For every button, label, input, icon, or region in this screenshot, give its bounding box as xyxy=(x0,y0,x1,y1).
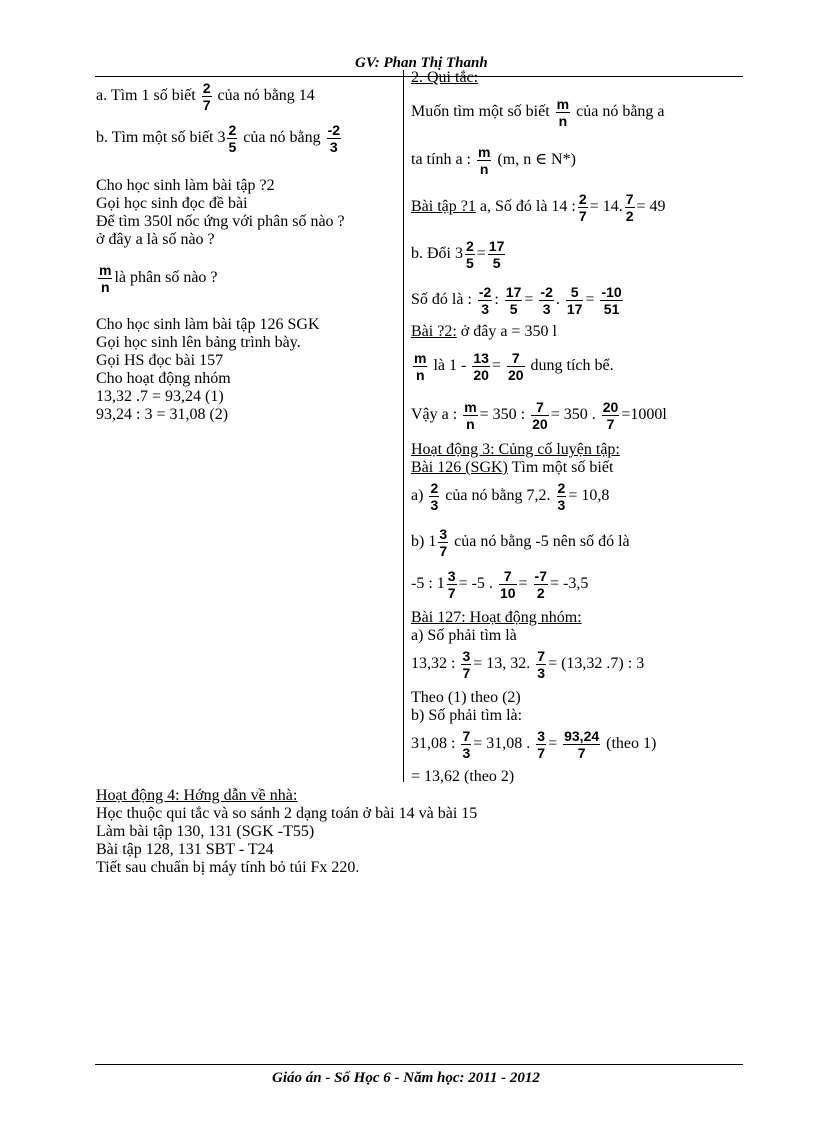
homework-line: Học thuộc qui tắc và so sánh 2 dạng toán ở bài 14 và bài 15 xyxy=(96,805,478,822)
rule-line: Muốn tìm một số biết $\frac{m}{n}$ của nó bằng a xyxy=(411,96,665,129)
header-author: GV: Phan Thị Thanh xyxy=(355,55,488,71)
numerator: 7 xyxy=(625,191,634,207)
denominator: 3 xyxy=(430,497,439,513)
denominator: 17 xyxy=(566,301,583,317)
homework-line: Làm bài tập 130, 131 (SGK -T55) xyxy=(96,823,315,840)
numerator: 7 xyxy=(536,399,544,415)
exercise-127b-result: = 13,62 (theo 2) xyxy=(411,768,515,785)
fraction xyxy=(461,728,471,761)
denominator: 5 xyxy=(466,255,474,271)
denominator: 5 xyxy=(505,300,523,317)
exercise-127a: a) Số phải tìm là xyxy=(411,627,517,644)
exercise-126a: a) $\frac{2}{3}$ của nó bằng 7,2. $\frac{2}{3}$ = 10,8 xyxy=(411,480,610,513)
heading-activity-4: Hoạt động 4: Hớng dẫn về nhà: xyxy=(96,787,298,804)
denominator: 20 xyxy=(507,367,524,383)
left-line: Gọi học sinh đọc đề bài xyxy=(96,195,248,212)
left-mn-line: $\frac{m}{n}$ là phân số nào ? xyxy=(99,262,218,295)
denominator: 7 xyxy=(602,415,620,432)
denominator: n xyxy=(556,112,570,129)
fraction xyxy=(98,262,112,295)
denominator: 7 xyxy=(447,585,456,601)
fraction xyxy=(478,284,492,317)
numerator: 17 xyxy=(505,284,522,300)
heading-activity-3: Hoạt động 3: Củng cố luyện tập: xyxy=(411,441,620,458)
numerator: 20 xyxy=(602,399,619,415)
left-line: Cho hoạt động nhóm xyxy=(96,370,231,387)
denominator: 5 xyxy=(228,139,237,155)
fraction xyxy=(625,191,635,224)
fraction xyxy=(463,399,477,432)
left-line: 13,32 .7 = 93,24 (1) xyxy=(96,388,224,405)
denominator: n xyxy=(463,415,477,432)
left-line: ở đây a là số nào ? xyxy=(96,231,215,248)
fraction xyxy=(556,96,570,129)
fraction xyxy=(499,568,517,601)
denominator: 7 xyxy=(462,665,471,681)
denominator: 3 xyxy=(478,300,492,317)
left-line: Gọi HS đọc bài 157 xyxy=(96,352,224,369)
denominator: n xyxy=(477,160,491,177)
fraction xyxy=(563,728,600,761)
fraction xyxy=(536,648,546,681)
question-a: a. Tìm 1 số biết $\frac{2}{7}$ của nó bằng 14 xyxy=(96,80,315,113)
footer-rule xyxy=(95,1064,743,1065)
numerator: 17 xyxy=(488,238,505,254)
fraction xyxy=(531,399,549,432)
fraction xyxy=(536,728,546,761)
numerator: 3 xyxy=(447,568,456,584)
numerator: m xyxy=(477,144,491,160)
numerator: -2 xyxy=(478,284,492,300)
numerator: m xyxy=(464,399,477,415)
exercise-127b: b) Số phải tìm là: xyxy=(411,707,523,724)
exercise-127a-calc: 13,32 : $\frac{3}{7}$ = 13, 32. $\frac{7}{3}$ = (13,32 .7) : 3 xyxy=(411,648,645,681)
fraction xyxy=(477,144,491,177)
numerator: 2 xyxy=(466,238,474,254)
left-line: Để tìm 350l nốc ứng với phân số nào ? xyxy=(96,213,345,230)
fraction xyxy=(413,350,427,383)
numerator: 2 xyxy=(430,480,439,496)
exercise-1: Bài tập ?1 a, Số đó là 14 : $\frac{2}{7}$ = 14. $\frac{7}{2}$ = 49 xyxy=(411,191,666,224)
left-line: 93,24 : 3 = 31,08 (2) xyxy=(96,406,229,423)
fraction xyxy=(557,480,567,513)
denominator: 7 xyxy=(202,97,211,113)
fraction xyxy=(578,191,588,224)
denominator: 7 xyxy=(537,745,546,761)
exercise-126b-result: -5 : 1 $\frac{3}{7}$ = -5 . $\frac{7}{10}$ = $\frac{-7}{2}$ = -3,5 xyxy=(411,568,589,601)
numerator: -2 xyxy=(327,122,341,138)
denominator: 7 xyxy=(578,208,587,224)
numerator: -2 xyxy=(540,284,553,300)
numerator: 7 xyxy=(537,648,546,664)
fraction xyxy=(600,284,622,317)
fraction xyxy=(202,80,212,113)
question-b: b. Tìm một số biết 3 $\frac{2}{5}$ của nó bằng $\frac{-2}{3}$ xyxy=(96,122,341,155)
exercise-127-note: Theo (1) theo (2) xyxy=(411,689,521,706)
left-line: Gọi học sinh lên bảng trình bày. xyxy=(96,334,301,351)
exercise-1b: b. Đổi 3 $\frac{2}{5}$ = $\frac{17}{5}$ xyxy=(411,238,505,271)
numerator: 2 xyxy=(557,480,566,496)
fraction xyxy=(447,568,457,601)
denominator: n xyxy=(413,366,427,383)
numerator: 7 xyxy=(503,568,512,584)
numerator: 7 xyxy=(462,728,471,744)
denominator: 2 xyxy=(534,584,548,601)
denominator: n xyxy=(98,278,112,295)
denominator: 3 xyxy=(462,745,471,761)
fraction xyxy=(505,284,523,317)
exercise-2-line: $\frac{m}{n}$ là 1 - $\frac{13}{20}$ = $\frac{7}{20}$ dung tích bể. xyxy=(414,350,614,383)
numerator: 93,24 xyxy=(564,728,600,744)
denominator: 51 xyxy=(600,300,622,317)
heading-exercise-127: Bài 127: Hoạt động nhóm: xyxy=(411,609,582,626)
heading-qui-tac: 2. Qui tắc: xyxy=(411,69,479,86)
left-line: Cho học sinh làm bài tập 126 SGK xyxy=(96,316,320,333)
footer-text: Giáo án - Số Học 6 - Năm học: 2011 - 2012 xyxy=(272,1070,540,1086)
numerator: m xyxy=(414,350,427,366)
fraction xyxy=(438,526,448,559)
fraction xyxy=(465,238,475,271)
numerator: m xyxy=(99,262,112,278)
fraction xyxy=(602,399,620,432)
denominator: 7 xyxy=(563,744,600,761)
column-divider xyxy=(403,70,404,782)
exercise-126: Bài 126 (SGK) Tìm một số biết xyxy=(411,459,614,476)
denominator: 7 xyxy=(439,543,448,559)
fraction xyxy=(472,350,490,383)
rule-line: ta tính a : $\frac{m}{n}$ (m, n ∈ N*) xyxy=(411,144,576,177)
fraction xyxy=(507,350,525,383)
homework-line: Bài tập 128, 131 SBT - T24 xyxy=(96,841,274,858)
denominator: 3 xyxy=(327,138,341,155)
numerator: -7 xyxy=(534,568,547,584)
numerator: -10 xyxy=(601,284,622,300)
denominator: 10 xyxy=(499,585,516,601)
exercise-1b-result: Số đó là : $\frac{-2}{3}$ : $\frac{17}{5}$ = $\frac{-2}{3}$ . $\frac{5}{17}$ = $\frac{-10}{51}$ xyxy=(411,284,622,317)
denominator: 3 xyxy=(537,665,546,681)
exercise-127b-calc: 31,08 : $\frac{7}{3}$ = 31,08 . $\frac{3}{7}$ = $\frac{93,24}{7}$ (theo 1) xyxy=(411,728,657,761)
fraction xyxy=(534,568,548,601)
numerator: 13 xyxy=(473,350,489,366)
numerator: 7 xyxy=(511,350,520,366)
numerator: 5 xyxy=(570,284,579,300)
numerator: 2 xyxy=(202,80,211,96)
denominator: 20 xyxy=(473,367,489,383)
numerator: 2 xyxy=(578,191,587,207)
homework-line: Tiết sau chuẩn bị máy tính bỏ túi Fx 220. xyxy=(96,859,360,876)
numerator: 3 xyxy=(439,526,448,542)
fraction xyxy=(566,284,584,317)
denominator: 3 xyxy=(557,497,566,513)
fraction xyxy=(327,122,341,155)
left-line: Cho học sinh làm bài tập ?2 xyxy=(96,177,275,194)
fraction xyxy=(461,648,471,681)
denominator: 20 xyxy=(532,416,548,432)
denominator: 5 xyxy=(488,254,506,271)
numerator: 3 xyxy=(462,648,471,664)
fraction xyxy=(227,122,237,155)
fraction xyxy=(539,284,553,317)
exercise-2-result: Vậy a : $\frac{m}{n}$ = 350 : $\frac{7}{20}$ = 350 . $\frac{20}{7}$ =1000l xyxy=(411,399,667,432)
denominator: 3 xyxy=(539,300,553,317)
numerator: 2 xyxy=(228,122,237,138)
exercise-2: Bài ?2: ở đây a = 350 l xyxy=(411,323,557,340)
denominator: 2 xyxy=(625,208,634,224)
numerator: 3 xyxy=(537,728,546,744)
fraction xyxy=(488,238,506,271)
numerator: m xyxy=(556,96,570,112)
fraction xyxy=(429,480,439,513)
exercise-126b: b) 1 $\frac{3}{7}$ của nó bằng -5 nên số đó là xyxy=(411,526,630,559)
